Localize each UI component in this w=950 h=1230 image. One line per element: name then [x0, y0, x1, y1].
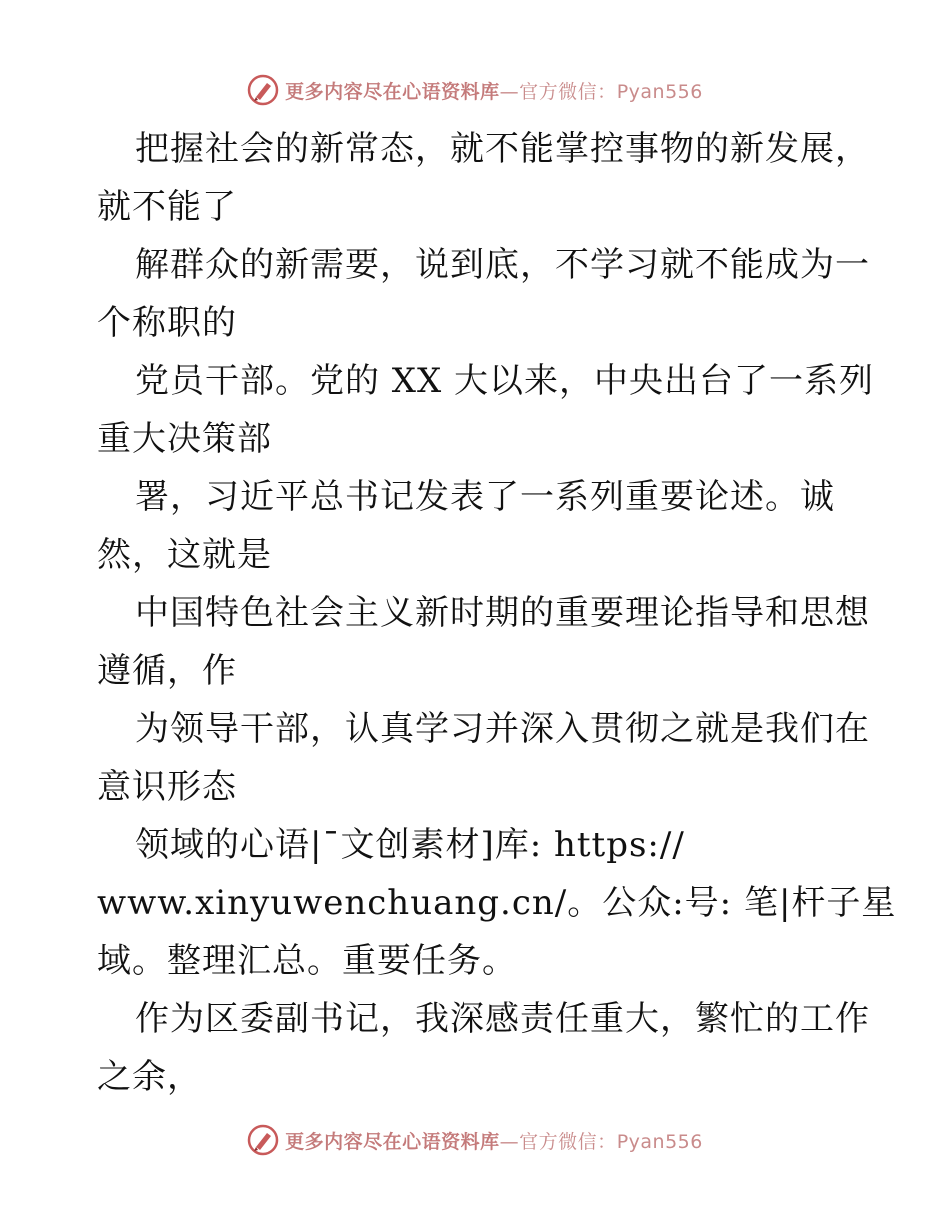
banner-wechat-id: Pyan556 — [616, 1130, 703, 1153]
banner-wechat-id: Pyan556 — [616, 80, 703, 103]
banner-text — [285, 77, 703, 104]
pen-logo-icon — [247, 1124, 279, 1156]
text-line-14: www.xinyuwenchuang.cn/。公众:号: 笔|杆子星 — [97, 883, 897, 923]
text-line-6: 重大决策部 — [97, 419, 272, 459]
header-banner — [0, 70, 950, 110]
text-line-12: 意识形态 — [97, 767, 237, 807]
text-line-2: 就不能了 — [97, 187, 237, 227]
text-line-7: 署，习近平总书记发表了一系列重要论述。诚 — [135, 477, 835, 517]
banner-dash: — — [499, 80, 520, 103]
banner-main: 更多内容尽在心语资料库 — [285, 80, 500, 103]
text-line-16: 作为区委副书记，我深感责任重大，繁忙的工作 — [135, 999, 870, 1039]
banner-text — [285, 1127, 703, 1154]
text-line-11: 为领导干部，认真学习并深入贯彻之就是我们在 — [135, 709, 870, 749]
text-line-4: 个称职的 — [97, 303, 237, 343]
text-line-3: 解群众的新需要，说到底，不学习就不能成为一 — [135, 245, 870, 285]
pen-logo-icon — [247, 74, 279, 106]
document-body — [97, 120, 897, 1106]
text-line-8: 然，这就是 — [97, 535, 272, 575]
text-line-17: 之余， — [97, 1057, 202, 1097]
text-line-1: 把握社会的新常态，就不能掌控事物的新发展， — [135, 129, 870, 169]
banner-main: 更多内容尽在心语资料库 — [285, 1130, 500, 1153]
banner-wechat-label: 官方微信： — [519, 1130, 617, 1153]
footer-banner — [0, 1120, 950, 1160]
text-line-5: 党员干部。党的 XX 大以来，中央出台了一系列 — [135, 361, 875, 401]
banner-dash: — — [499, 1130, 520, 1153]
text-line-15: 域。整理汇总。重要任务。 — [97, 941, 517, 981]
text-line-10: 遵循，作 — [97, 651, 237, 691]
text-line-9: 中国特色社会主义新时期的重要理论指导和思想 — [135, 593, 870, 633]
banner-wechat-label: 官方微信： — [519, 80, 617, 103]
text-line-13: 领域的心语|¯文创素材]库: https:// — [135, 825, 685, 865]
